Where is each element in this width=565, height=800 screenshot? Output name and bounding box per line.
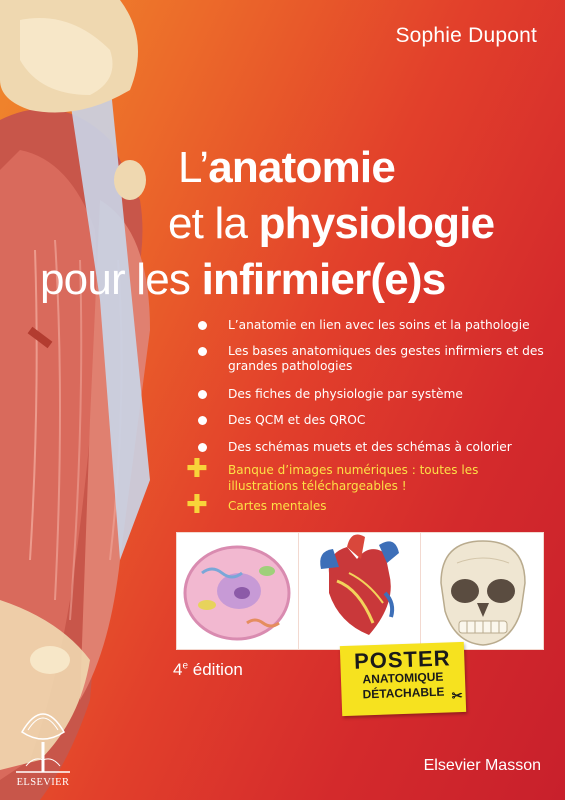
bullet-icon bbox=[198, 347, 207, 356]
publisher-name: Elsevier Masson bbox=[423, 757, 541, 774]
title-line-1: L’anatomie bbox=[178, 143, 395, 192]
edition-label: 4e édition bbox=[173, 660, 243, 679]
title-line-3: pour les infirmier(e)s bbox=[40, 255, 446, 304]
bonus-item: ✚ Banque d’images numériques : toutes les illustrations téléchargeables ! bbox=[186, 454, 479, 493]
bullet-icon bbox=[198, 390, 207, 399]
tree-icon bbox=[8, 702, 78, 774]
feature-item: Des schémas muets et des schémas à colorier bbox=[194, 440, 544, 455]
feature-item: Des fiches de physiologie par système bbox=[194, 387, 544, 402]
skull-illustration bbox=[420, 532, 544, 650]
bonus-item: ✚ Cartes mentales bbox=[186, 490, 327, 520]
elsevier-logo: ELSEVIER bbox=[8, 702, 78, 792]
scissors-icon: ✂ bbox=[451, 687, 463, 704]
bullet-icon bbox=[198, 321, 207, 330]
feature-item: L’anatomie en lien avec les soins et la pathologie bbox=[194, 318, 544, 333]
author-name: Sophie Dupont bbox=[395, 24, 537, 47]
feature-item: Les bases anatomiques des gestes infirmiers et des grandes pathologies bbox=[194, 344, 544, 374]
bonus-list bbox=[186, 454, 546, 520]
bullet-icon bbox=[198, 416, 207, 425]
poster-badge: POSTER ANATOMIQUE DÉTACHABLE ✂ bbox=[340, 642, 466, 716]
feature-item: Des QCM et des QROC bbox=[194, 413, 544, 428]
plus-icon: ✚ bbox=[186, 454, 208, 484]
plus-icon: ✚ bbox=[186, 490, 208, 520]
feature-list bbox=[194, 318, 544, 455]
book-title bbox=[40, 143, 495, 314]
bullet-icon bbox=[198, 443, 207, 452]
cell-illustration bbox=[176, 532, 300, 650]
title-line-2: et la physiologie bbox=[168, 199, 495, 248]
heart-illustration bbox=[298, 532, 422, 650]
